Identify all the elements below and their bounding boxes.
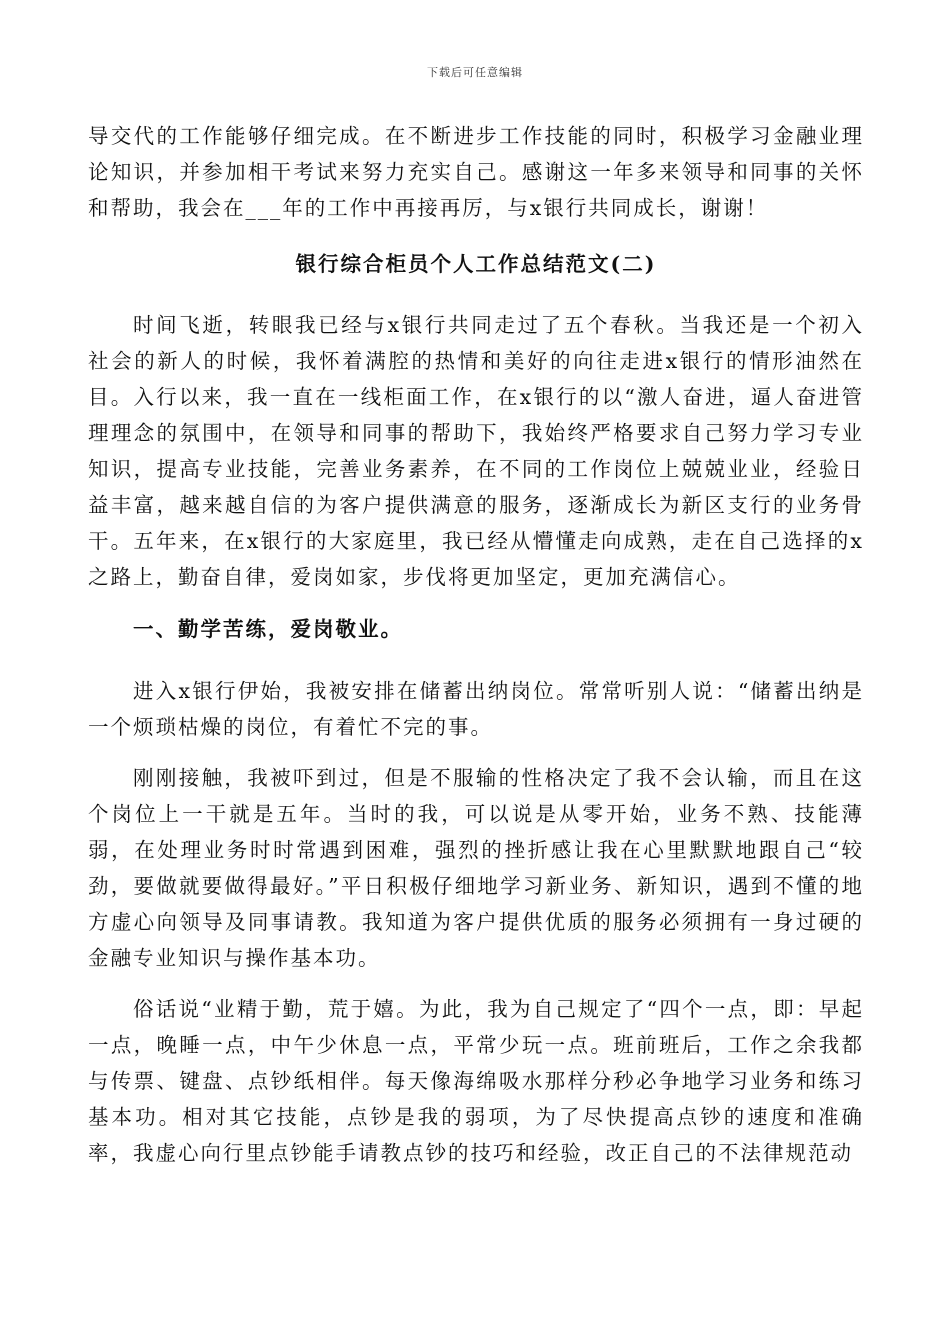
- body-paragraph-3: 刚刚接触，我被吓到过，但是不服输的性格决定了我不会认输，而且在这个岗位上一干就是五年。当时的我，可以说是从零开始，业务不熟、技能薄弱，在处理业务时时常遇到困难，强烈的挫折感让我在心里默默地跟自己“较劲，要做就要做得最好。”平日积极仔细地学习新业务、新知识，遇到不懂的地方虚心向领导及同事请教。我知道为客户提供优质的服务必须拥有一身过硬的金融专业知识与操作基本功。: [88, 766, 864, 970]
- document-body: [88, 118, 864, 1171]
- page-header: 下载后可任意编辑: [427, 66, 523, 79]
- body-paragraph-1: 时间飞逝，转眼我已经与x银行共同走过了五个春秋。当我还是一个初入社会的新人的时候，我怀着满腔的热情和美好的向往走进x银行的情形油然在目。入行以来，我一直在一线柜面工作，在x银行的以“激人奋进，逼人奋进管理理念的氛围中，在领导和同事的帮助下，我始终严格要求自己努力学习专业知识，提高专业技能，完善业务素养，在不同的工作岗位上兢兢业业，经验日益丰富，越来越自信的为客户提供满意的服务，逐渐成长为新区支行的业务骨干。五年来，在x银行的大家庭里，我已经从懵懂走向成熟，走在自己选择的x之路上，勤奋自律，爱岗如家，步伐将更加坚定，更加充满信心。: [88, 313, 864, 589]
- document-title: 银行综合柜员个人工作总结范文(二): [295, 252, 657, 276]
- body-paragraph-4: 俗话说“业精于勤，荒于嬉。为此，我为自己规定了“四个一点，即：早起一点，晚睡一点，中午少休息一点，平常少玩一点。班前班后，工作之余我都与传票、键盘、点钞纸相伴。每天像海绵吸水那样分秒必争地学习业务和练习基本功。相对其它技能，点钞是我的弱项，为了尽快提高点钞的速度和准确率，我虚心向行里点钞能手请教点钞的技巧和经验，改正自己的不法律规范动: [88, 997, 864, 1165]
- intro-paragraph: 导交代的工作能够仔细完成。在不断进步工作技能的同时，积极学习金融业理论知识，并参加相干考试来努力充实自己。感谢这一年多来领导和同事的关怀和帮助，我会在___年的工作中再接再厉，与x银行共同成长，谢谢！: [88, 124, 864, 220]
- body-paragraph-2: 进入x银行伊始，我被安排在储蓄出纳岗位。常常听别人说：“储蓄出纳是一个烦琐枯燥的岗位，有着忙不完的事。: [88, 679, 864, 739]
- section-heading: 一、勤学苦练，爱岗敬业。: [133, 617, 403, 641]
